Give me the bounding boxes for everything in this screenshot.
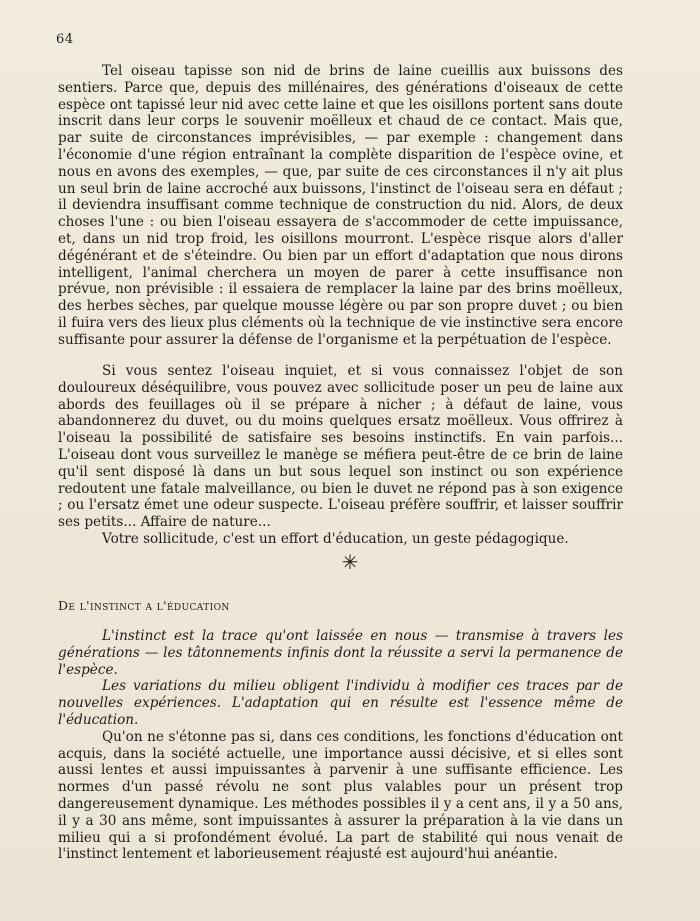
italic-paragraph: Les variations du milieu obligent l'individu à modifier ces traces par de nouvelles expériences. L'adaptation qui en résulte est l'essence même de l'éducation. xyxy=(58,678,623,728)
paragraph: Votre sollicitude, c'est un effort d'éducation, un geste pédagogique. xyxy=(102,530,569,547)
italic-paragraph: L'instinct est la trace qu'ont laissée en nous — transmise à travers les générations — les tâtonnements infinis dont la réussite a servi la permanence de l'espèce. xyxy=(58,628,623,678)
page-number: 64 xyxy=(56,32,74,47)
text-block-nest-example xyxy=(58,63,623,349)
text-block-sollicitude xyxy=(58,363,623,548)
paragraph: Si vous sentez l'oiseau inquiet, et si vous connaissez l'objet de son douloureux déséquilibre, vous pouvez avec sollicitude poser un peu de laine aux abords des feuillages où il se prépare à nicher ; à défaut de laine, vous abandonnerez du duvet, ou du moins quelques ersatz moëlleux. Vous offrirez à l'oiseau la possibilité de satisfaire ses besoins instinctifs. En vain parfois... L'oiseau dont vous surveillez le manège se méfiera peut-être de ce brin de laine qu'il sent disposé là dans un but sous lequel son instinct ou son expérience redoutent une fatale malveillance, ou bien le duvet ne répond pas à son exigence ; ou l'ersatz émet une odeur suspecte. L'oiseau préfère souffrir, et laisser souffrir ses petits... Affaire de nature... xyxy=(58,363,623,531)
text-block-instinct-education xyxy=(58,628,623,863)
paragraph: Qu'on ne s'étonne pas si, dans ces conditions, les fonctions d'éducation ont acquis, dans la société actuelle, une importance aussi décisive, et si elles sont aussi lentes et aussi impuissantes à parvenir à une suffisante efficience. Les normes d'un passé révolu ne sont plus valables pour un présent trop dangereusement dynamique. Les méthodes possibles il y a cent ans, il y a 50 ans, il y a 30 ans même, sont impuissantes à assurer la préparation à la vie dans un milieu qui a si profondément évolué. La part de stabilité qui nous venait de l'instinct lentement et laborieusement réajusté est aujourd'hui anéantie. xyxy=(58,728,623,863)
section-heading: De l'instinct a l'éducation xyxy=(58,598,230,613)
paragraph: Tel oiseau tapisse son nid de brins de laine cueillis aux buissons des sentiers. Parce que, depuis des millénaires, des générations d'oiseaux de cette espèce ont tapissé leur nid avec cette laine et que les oisillons portent sans doute inscrit dans leur corps le souvenir moëlleux et chaud de ce contact. Mais que, par suite de circonstances imprévisibles, — par exemple : changement dans l'économie d'une région entraînant la complète disparition de l'espèce ovine, et nous en avons des exemples, — que, par suite de ces circonstances il n'y ait plus un seul brin de laine accroché aux buissons, l'instinct de l'oiseau sera en défaut ; il deviendra insuffisant comme technique de construction du nid. Alors, de deux choses l'une : ou bien l'oiseau essayera de s'accommoder de cette impuissance, et, dans un nid trop froid, les oisillons mourront. L'espèce risque alors d'aller dégénérant et de s'éteindre. Ou bien par un effort d'adaptation que nous dirons intelligent, l'animal cherchera un moyen de parer à cette insuffisance non prévue, non prévisible : il essaiera de remplacer la laine par des brins moëlleux, des herbes sèches, par quelque mousse légère ou par son propre duvet ; ou bien il fuira vers des lieux plus cléments où la technique de vie instinctive sera encore suffisante pour assurer la défense de l'organisme et la perpétuation de l'espèce. xyxy=(58,63,623,348)
asterisk-ornament: ✳ xyxy=(341,550,359,574)
